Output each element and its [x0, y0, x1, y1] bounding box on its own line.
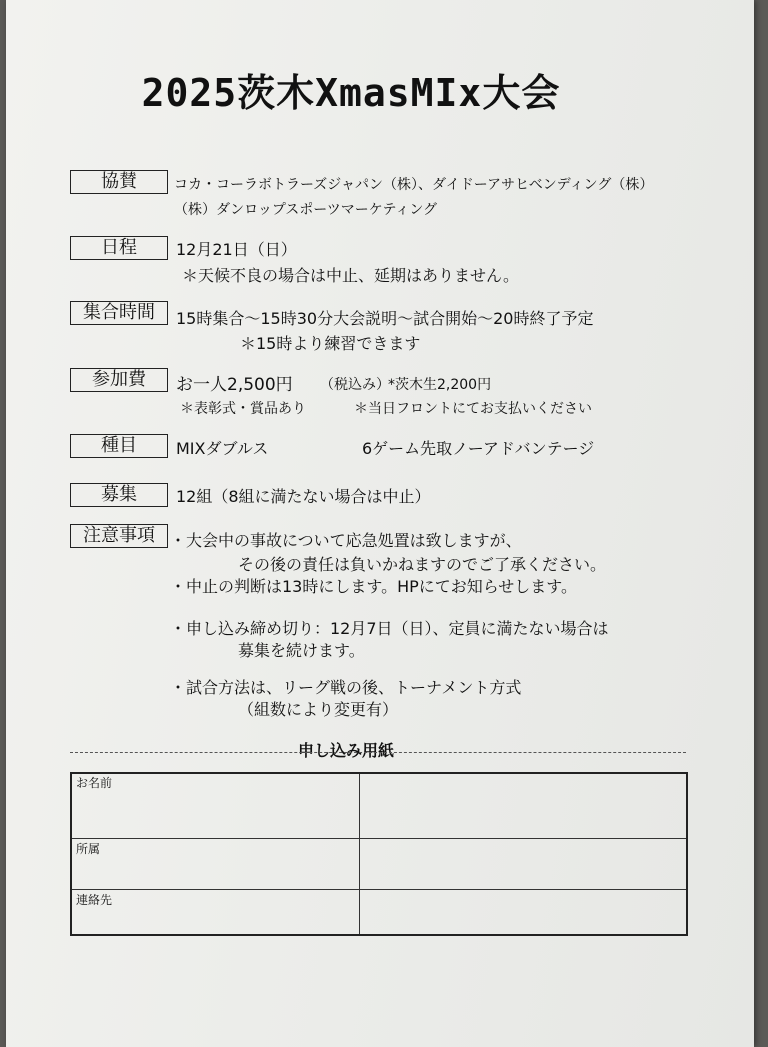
fee-payment: ＊当日フロントにてお支払いください: [354, 401, 592, 417]
fee-tax: （税込み）: [320, 377, 390, 393]
notes-item2: ・中止の判断は13時にします。HPにてお知らせします。: [170, 577, 577, 596]
sponsor-section: [70, 170, 730, 220]
meeting-text: 15時集合～15時30分大会説明～試合開始～20時終了予定: [176, 309, 594, 328]
meeting-label: 集合時間: [70, 301, 168, 325]
sponsor-line2: （株）ダンロップスポーツマーケティング: [174, 202, 438, 218]
notes-item1-line1: ・大会中の事故について応急処置は致しますが、: [170, 531, 522, 550]
sponsor-line1: コカ・コーラボトラーズジャパン（株）、ダイドーアサヒベンディング（株）: [174, 177, 654, 193]
flyer-page: [6, 0, 754, 1047]
event-rule: 6ゲーム先取ノーアドバンテージ: [362, 439, 595, 458]
cut-line: [70, 752, 686, 753]
schedule-date: 12月21日（日）: [176, 240, 297, 259]
form-title: 申し込み用紙: [297, 741, 394, 760]
schedule-label: 日程: [70, 236, 168, 260]
event-type-label: 種目: [70, 434, 168, 458]
notes-section: [70, 524, 730, 720]
fee-price: お一人2,500円: [176, 375, 293, 395]
event-type: MIXダブルス: [176, 439, 269, 458]
recruit-label: 募集: [70, 483, 168, 507]
form-column-divider: [359, 774, 360, 934]
notes-label: 注意事項: [70, 524, 168, 548]
schedule-note: ＊天候不良の場合は中止、延期はありません。: [182, 266, 519, 285]
fee-section: [70, 368, 730, 418]
notes-item4-line2: （組数により変更有）: [238, 700, 399, 719]
event-title: 2025茨木XmasMIx大会: [141, 71, 561, 115]
meeting-section: [70, 301, 730, 351]
notes-item3-line2: 募集を続けます。: [238, 641, 365, 660]
form-contact-label: 連絡先: [76, 893, 113, 907]
event-type-section: [70, 434, 730, 462]
application-form: [70, 772, 688, 936]
recruit-section: [70, 483, 730, 511]
schedule-section: [70, 236, 730, 286]
notes-item3-line1: ・申し込み締め切り：12月7日（日）、定員に満たない場合は: [170, 619, 609, 638]
form-name-label: お名前: [76, 776, 113, 790]
meeting-note: ＊15時より練習できます: [240, 334, 421, 353]
notes-item4-line1: ・試合方法は、リーグ戦の後、トーナメント方式: [170, 678, 522, 697]
form-row-divider: [72, 838, 686, 839]
fee-label: 参加費: [70, 368, 168, 392]
form-row-divider: [72, 889, 686, 890]
form-affiliation-label: 所属: [76, 842, 101, 856]
fee-student: *茨木生2,200円: [388, 377, 492, 393]
recruit-text: 12組（8組に満たない場合は中止）: [176, 487, 431, 506]
sponsor-label: 協賛: [70, 170, 168, 194]
fee-award: ＊表彰式・賞品あり: [180, 401, 306, 417]
notes-item1-line2: その後の責任は負いかねますのでご了承ください。: [238, 555, 607, 574]
